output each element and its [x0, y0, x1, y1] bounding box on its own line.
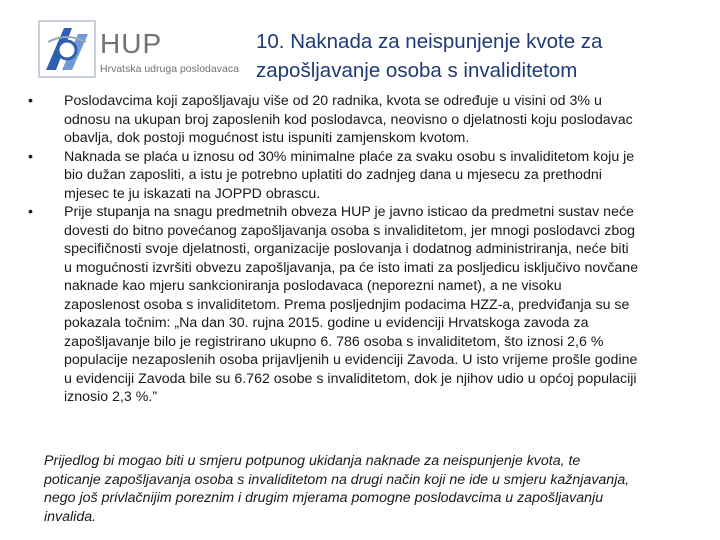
slide-title [256, 27, 706, 85]
text-line: populacije nezaposlenih osoba prijavljenih u evidenciji Zavoda. U isto vrijeme prošle godine [64, 352, 638, 368]
text-line: Poslodavcima koji zapošljavaju više od 20 radnika, kvota se određuje u visini od 3% u [64, 93, 602, 109]
text-line: Naknada se plaća u iznosu od 30% minimalne plaće za svaku osobu s invaliditetom koju je [64, 148, 635, 165]
text-line: dovesti do bitno povećanog zapošljavanja osoba s invaliditetom, jer mnogi poslodavci zbog [64, 222, 636, 239]
text-line: pokazala točnim: „Na dan 30. rujna 2015. godine u evidenciji Hrvatskoga zavoda za [64, 315, 589, 331]
title-line: zapošljavanje osoba s invaliditetom [256, 59, 578, 82]
bullet-marker: • [28, 204, 33, 220]
text-line: naknade kao mjeru sankcioniranja poslodavaca (neporezni namet), a ne visoku [64, 278, 562, 294]
bullet-marker: • [28, 148, 33, 165]
text-line: bio dužan zaposliti, a istu je potrebno uplatiti do zadnjeg dana u mjesecu za prethodni [64, 167, 602, 183]
title-line: 10. Naknada za neispunjenje kvote za [256, 30, 603, 53]
text-line: mjesec te ju iskazati na JOPPD obrascu. [64, 185, 321, 202]
text-line: u mogućnosti izvršiti obvezu zapošljavanja, pa će isto imati za posljedicu isključivo novčane [64, 259, 639, 276]
bullet-item [28, 203, 718, 407]
text-line: zaposlenost osoba s invaliditetom. Prema posljednjim podacima HZZ-a, predviđanja su se [64, 296, 630, 313]
text-line: Prije stupanja na snagu predmetnih obveza HUP je javno isticao da predmetni sustav neće [64, 204, 634, 220]
note-line: nego još privlačnijim poreznim i drugim mjerama pomogne poslodavcima u zapošljavanju [44, 490, 604, 506]
note-line: invalida. [44, 508, 97, 525]
bullet-item [28, 148, 718, 204]
bullet-marker: • [28, 93, 33, 109]
text-line: specifičnosti svoje djelatnosti, organizacije poslovanja i dodatnog administriranja, neće biti [64, 241, 629, 257]
note-line: Prijedlog bi mogao biti u smjeru potpunog ukidanja naknade za neispunjenje kvota, te [44, 453, 581, 469]
hup-logo [38, 16, 250, 80]
proposal-note [44, 452, 714, 526]
hup-logo-icon [38, 20, 96, 78]
text-line: odnosu na ukupan broj zaposlenih kod poslodavca, neovisno o djelatnosti koju poslodavac [64, 111, 633, 128]
note-line: poticanje zapošljavanja osoba s invaliditetom na drugi način koji ne ide u smjeru kažnjavanja, [44, 471, 630, 488]
logo-subtitle: Hrvatska udruga poslodavaca [100, 63, 239, 75]
text-line: iznosio 2,3 %.” [64, 389, 158, 405]
bullet-item [28, 92, 718, 148]
text-line: obavlja, dok postoji mogućnost istu ispuniti zamjenskom kvotom. [64, 130, 470, 146]
logo-name: HUP [100, 28, 163, 59]
bullet-list [28, 92, 718, 407]
text-line: zapošljavanje bilo je registrirano ukupno 6. 786 osoba s invaliditetom, što iznosi 2,6 % [64, 333, 604, 350]
text-line: u evidenciji Zavoda bile su 6.762 osobe s invaliditetom, dok je njihov udio u općoj populaciji [64, 370, 637, 387]
